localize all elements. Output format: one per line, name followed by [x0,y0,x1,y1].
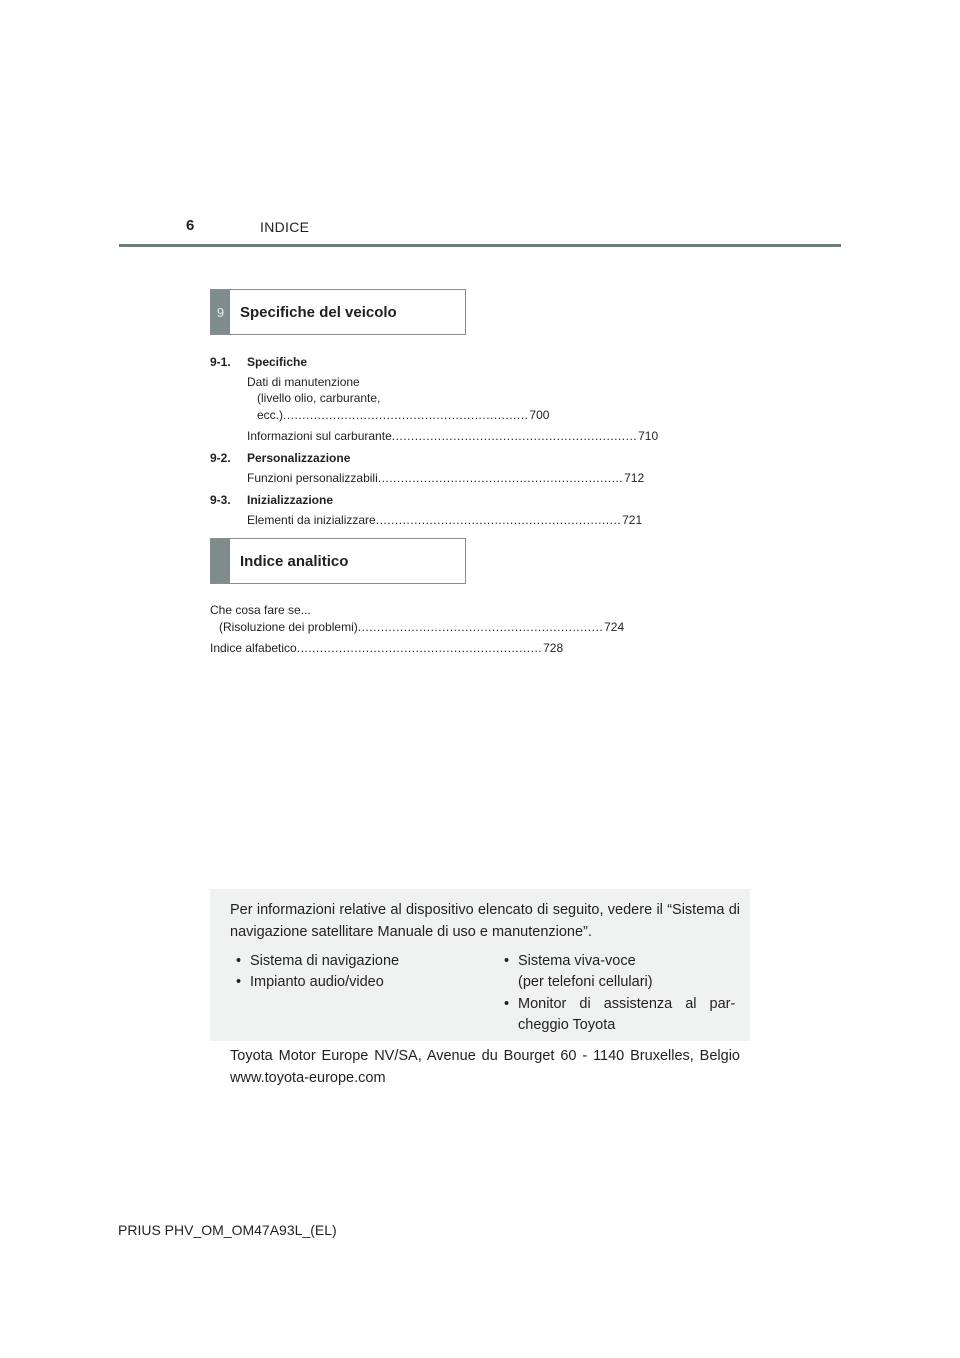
toc-leader-dots: ................................................................ [283,408,529,422]
page-number: 6 [186,217,195,234]
toc-chapter-title: Personalizzazione [247,451,351,465]
toc-page-number: 728 [543,641,564,655]
bullet-text: Sistema di navigazione [250,953,400,969]
bullet-text: Sistema viva-voce [518,953,636,969]
info-bullet-handsfree-cont: (per telefoni cellulari) [518,974,653,990]
info-bullet-audio [236,972,384,993]
section-header-indice-analitico [210,538,466,584]
toc-chapter-number: 9-3. [210,493,231,507]
toc-item-text: (Risoluzione dei problemi) [219,620,358,634]
toc-chapter-title: Specifiche [247,355,308,369]
section-tab-number [211,539,230,583]
toc-leader-dots: ................................................................ [391,429,638,443]
toc-chapter-number: 9-1. [210,355,231,369]
toc-item-custom-functions[interactable] [247,471,645,485]
toc-item-line[interactable]: Che cosa fare se... [210,603,311,617]
toc-item-text: Informazioni sul carburante [247,429,392,443]
toc-leader-dots: ................................................................ [377,471,624,485]
footer-address: Toyota Motor Europe NV/SA, Avenue du Bourget 60 - 1140 Bruxelles, Belgio www.toyota-europe.com [230,1048,740,1086]
toc-item-troubleshooting[interactable] [219,620,625,634]
toc-item-line[interactable]: Dati di manutenzione [247,375,360,389]
section-header-specifiche [210,289,466,335]
bullet-dot: • [504,953,510,969]
toc-page-number: 721 [622,513,643,527]
toc-page-number: 724 [604,620,625,634]
toc-chapter-title: Inizializzazione [247,493,334,507]
toc-chapter-number: 9-2. [210,451,231,465]
info-box-intro: Per informazioni relative al dispositivo elencato di seguito, vedere il “Sistema di navigazione satellitare Manuale di uso e manutenzione”. [230,902,740,940]
toc-chapter-9-1[interactable] [210,355,307,369]
toc-item-text: ecc.) [257,408,284,422]
toc-item-fuel-info[interactable] [247,429,659,443]
toc-item-maintenance-data[interactable] [257,408,550,422]
info-bullet-navigation [236,951,399,972]
section-tab-number: 9 [211,290,230,334]
document-id: PRIUS PHV_OM_OM47A93L_(EL) [118,1222,337,1238]
toc-item-text: Funzioni personalizzabili [247,471,378,485]
toc-item-alphabetical-index[interactable] [210,641,564,655]
header-title: INDICE [260,219,310,235]
info-bullet-parking-monitor-cont: cheggio Toyota [518,1017,616,1033]
bullet-dot: • [504,996,510,1012]
toc-page-number: 700 [529,408,550,422]
bullet-text: Monitor di assistenza al par- [518,996,736,1012]
info-bullet-parking-monitor [504,994,740,1015]
toc-item-text: Indice alfabetico [210,641,297,655]
toc-item-line[interactable]: (livello olio, carburante, [257,391,381,405]
toc-item-reset-elements[interactable] [247,513,643,527]
header-rule [119,244,841,247]
toc-item-text: Elementi da inizializzare [247,513,376,527]
section-title: Specifiche del veicolo [240,303,397,321]
toc-page-number: 712 [624,471,645,485]
toc-chapter-9-2[interactable] [210,451,350,465]
toc-leader-dots: ................................................................ [296,641,543,655]
bullet-text: Impianto audio/video [250,974,384,990]
bullet-dot: • [236,974,242,990]
info-bullet-handsfree [504,951,636,972]
bullet-dot: • [236,953,242,969]
toc-leader-dots: ................................................................ [357,620,604,634]
section-title: Indice analitico [240,552,349,570]
toc-chapter-9-3[interactable] [210,493,333,507]
toc-page-number: 710 [638,429,659,443]
toc-leader-dots: ................................................................ [375,513,622,527]
